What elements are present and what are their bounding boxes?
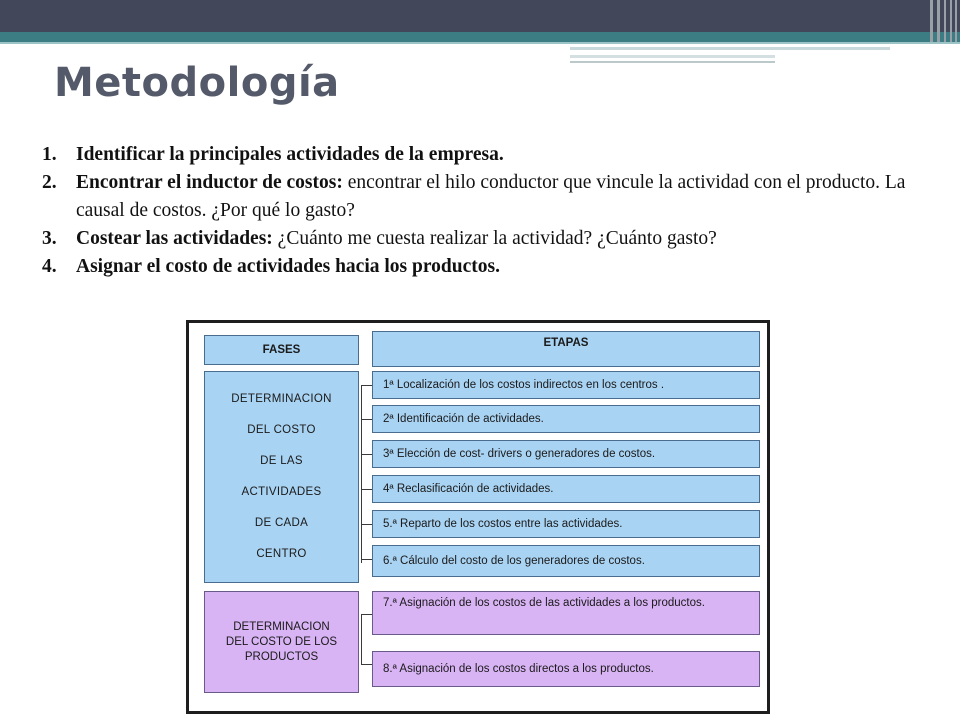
phase-line: DE LAS [260,455,303,467]
item-text: ¿Cuánto me cuesta realizar la actividad? ¿Cuánto gasto? [272,228,717,249]
connector-line [361,454,372,455]
connector-line [361,664,372,665]
stage-3: 3ª Elección de cost- drivers o generadores de costos. [372,440,760,468]
list-item [42,141,910,169]
decor-vertical-bar [930,0,933,42]
phase-line: DETERMINACION [233,620,330,633]
item-text: encontrar el hilo conductor que vincule la actividad con el producto. La causal de costos. ¿Por qué lo gasto? [76,172,906,221]
connector-line [361,614,372,615]
stage-8: 8.ª Asignación de los costos directos a los productos. [372,651,760,687]
list-item [42,169,910,225]
stage-5: 5.ª Reparto de los costos entre las actividades. [372,510,760,538]
item-bold-text: Costear las actividades: [76,228,273,249]
fases-header: FASES [204,335,359,365]
phase-line: DE CADA [254,517,309,529]
item-bold-text: Asignar el costo de actividades hacia los productos. [76,256,500,277]
phase-line: DETERMINACION [231,393,332,405]
connector-line [361,385,362,563]
connector-line [361,524,372,525]
decor-line [570,55,775,58]
etapas-header: ETAPAS [372,331,760,367]
item-number: 4. [42,256,57,277]
abc-costing-diagram [186,320,770,714]
decor-vertical-bar [950,0,952,42]
stage-1: 1ª Localización de los costos indirectos en los centros . [372,371,760,399]
teal-band [0,32,960,42]
phase-activities-cost [204,371,359,583]
item-bold-text: Identificar la principales actividades de la empresa. [76,144,504,165]
connector-line [361,489,372,490]
decor-vertical-bar [944,0,946,42]
list-item [42,225,910,253]
phase-products-cost [204,591,359,693]
item-number: 1. [42,144,57,165]
teal-thin-line [0,42,960,44]
item-number: 2. [42,172,57,193]
connector-line [361,385,372,386]
slide-title: Metodología [54,60,340,106]
item-bold-text: Encontrar el inductor de costos: [76,172,343,193]
connector-line [361,559,372,560]
top-bar [0,0,960,32]
stage-7: 7.ª Asignación de los costos de las actividades a los productos. [372,591,760,635]
connector-line [361,419,372,420]
decor-line [570,61,775,63]
stage-4: 4ª Reclasificación de actividades. [372,475,760,503]
stage-2: 2ª Identificación de actividades. [372,405,760,433]
list-item [42,253,910,281]
methodology-list [42,141,910,281]
item-number: 3. [42,228,57,249]
phase-line: DEL COSTO [247,424,316,436]
phase-line: CENTRO [256,548,307,560]
connector-line [361,614,362,664]
phase-line: PRODUCTOS [244,650,319,663]
stage-6: 6.ª Cálculo del costo de los generadores de costos. [372,545,760,577]
phase-line: ACTIVIDADES [241,486,322,498]
decor-line [570,47,890,50]
decor-vertical-bar [937,0,940,42]
decor-vertical-bar [955,0,957,42]
phase-line: DEL COSTO DE LOS [225,635,338,648]
